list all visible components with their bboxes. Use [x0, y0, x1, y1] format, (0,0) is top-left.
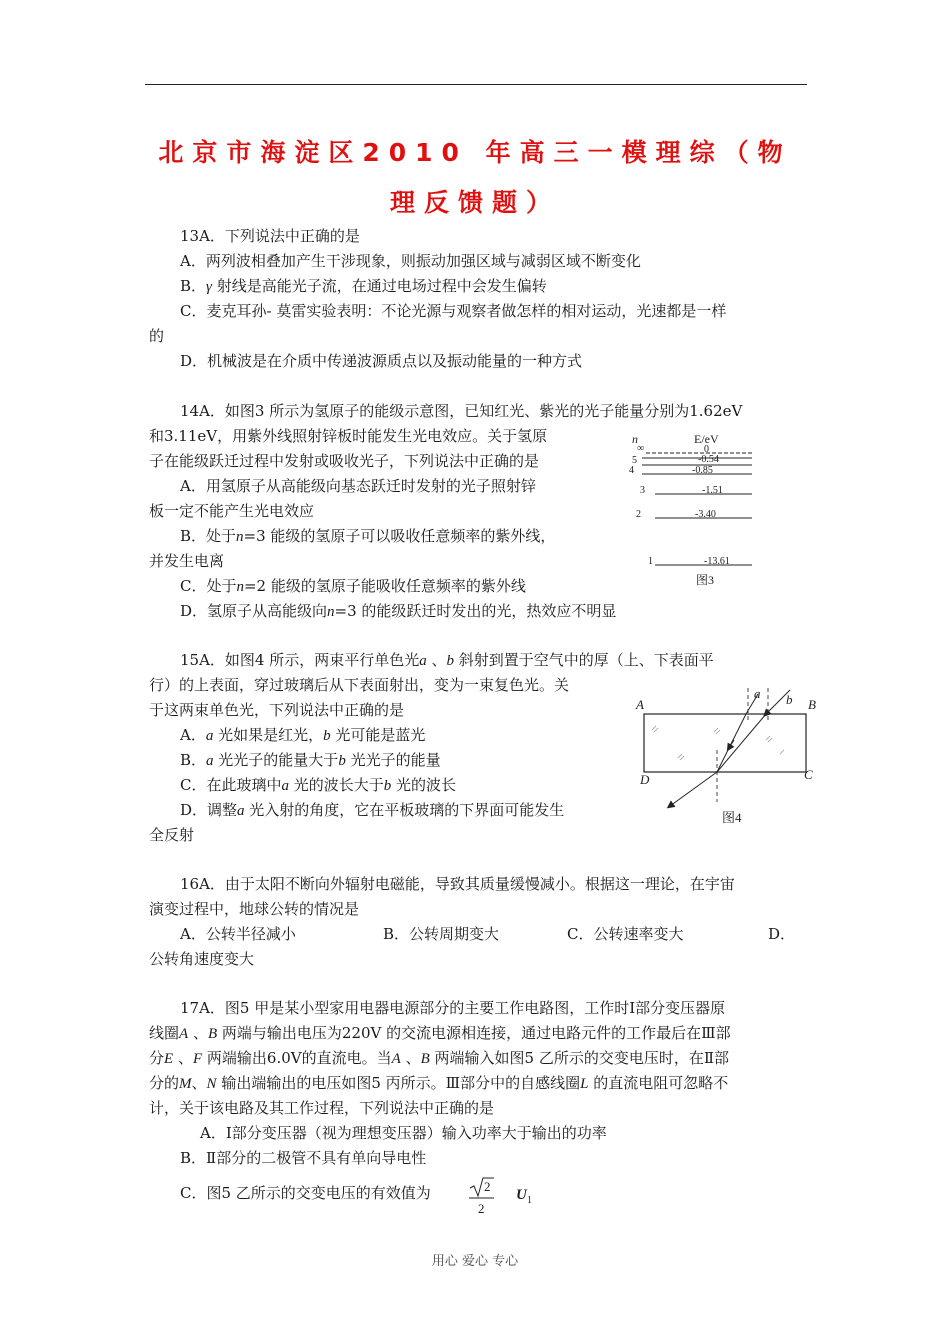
- q14-option-c: C．处于n=2 能级的氢原子能吸收任意频率的紫外线: [180, 577, 526, 595]
- ray-exit: [670, 772, 717, 806]
- level-1-n: 1: [648, 556, 653, 567]
- label-B: B: [808, 697, 816, 712]
- sqrt-radicand: 2: [484, 1179, 491, 1194]
- level-2-e: -3.40: [695, 509, 716, 520]
- q14-option-a: A．用氢原子从高能级向基态跃迁时发射的光子照射锌: [180, 477, 536, 495]
- q16-option-d: D．: [768, 925, 796, 943]
- q16-stem-1: 16A．由于太阳不断向外辐射电磁能，导致其质量缓慢减小。根据这一理论，在宇宙: [180, 875, 735, 893]
- sqrt2-over-2-formula: [466, 1174, 546, 1220]
- q15-stem-1: 15A．如图4 所示，两束平行单色光a 、b 斜射到置于空气中的厚（上、下表面平: [180, 651, 714, 669]
- level-inf-n: ∞: [637, 443, 645, 454]
- level-3-e: -1.51: [702, 485, 723, 496]
- q15-option-d: D．调整a 光入射的角度，它在平板玻璃的下界面可能发生: [180, 801, 565, 819]
- q17-stem-5: 计，关于该电路及其工作过程，下列说法中正确的是: [149, 1099, 495, 1117]
- q13-option-d: D．机械波是在介质中传递波源质点以及振动能量的一种方式: [180, 352, 583, 370]
- page-title-line2: 理反馈题）: [389, 188, 560, 217]
- level-5-e: -0.54: [698, 454, 719, 465]
- q13-stem: 13A．下列说法中正确的是: [180, 227, 360, 245]
- label-b: b: [786, 692, 793, 707]
- q17-stem-1: 17A．图5 甲是某小型家用电器电源部分的主要工作电路图，工作时Ⅰ部分变压器原: [180, 999, 726, 1017]
- label-A: A: [636, 697, 644, 712]
- q17-option-a: A．Ⅰ部分变压器（视为理想变压器）输入功率大于输出的功率: [200, 1124, 607, 1142]
- n-axis-label: n: [632, 432, 638, 446]
- q16-option-c: C．公转速率变大: [567, 925, 684, 943]
- q14-option-b: B．处于n=3 能级的氢原子可以吸收任意频率的紫外线，: [180, 527, 556, 545]
- level-1-e: -13.61: [704, 556, 730, 567]
- q17-stem-2: 线圈A 、B 两端与输出电压为220V 的交流电源相连接，通过电路元件的工作最后在Ⅲ部: [149, 1024, 731, 1042]
- label-C: C: [804, 767, 813, 782]
- q14-stem-2: 和3.11eV，用紫外线照射锌板时能发生光电效应。关于氢原: [149, 427, 548, 445]
- figure-3-caption: 图3: [696, 573, 715, 587]
- level-3-n: 3: [640, 485, 645, 496]
- glass-slab-diagram: [630, 682, 830, 832]
- level-4-e: -0.85: [692, 465, 713, 476]
- q15-option-a: A．a 光如果是红光，b 光可能是蓝光: [180, 726, 426, 744]
- q15-stem-2: 行）的上表面，穿过玻璃后从下表面射出，变为一束复色光。关: [149, 676, 570, 694]
- q17-option-c: C．图5 乙所示的交变电压的有效值为: [180, 1184, 431, 1202]
- fraction-denominator: 2: [478, 1201, 485, 1216]
- q14-option-d: D．氢原子从高能级向n=3 的能级跃迁时发出的光，热效应不明显: [180, 602, 617, 620]
- q16-stem-2: 演变过程中，地球公转的情况是: [149, 900, 360, 918]
- page-title: 北京市海淀区2010 年高三一模理综（物: [158, 138, 792, 167]
- label-D: D: [640, 772, 650, 787]
- page-footer: 用心 爱心 专心: [431, 1254, 519, 1269]
- voltage-symbol: U: [516, 1187, 527, 1203]
- q15-option-b: B．a 光光子的能量大于b 光光子的能量: [180, 751, 441, 769]
- q16-option-a: A．公转半径减小: [180, 925, 296, 943]
- level-4-n: 4: [629, 465, 634, 476]
- level-5-n: 5: [632, 455, 637, 466]
- q16-option-b: B．公转周期变大: [383, 925, 500, 943]
- energy-level-diagram: [610, 425, 780, 595]
- q15-stem-3: 于这两束单色光，下列说法中正确的是: [149, 701, 405, 719]
- q13-option-a: A．两列波相叠加产生干涉现象，则振动加强区域与减弱区域不断变化: [180, 252, 641, 270]
- glass-hatch: [652, 726, 784, 760]
- energy-axis-label: E/eV: [694, 432, 719, 446]
- q17-stem-3: 分E 、F 两端输出6.0V的直流电。当A 、B 两端输入如图5 乙所示的交变电压时，在Ⅱ部: [149, 1049, 730, 1067]
- figure-4-caption: 图4: [722, 810, 742, 825]
- label-a: a: [754, 686, 761, 701]
- ray-arrow: [729, 740, 734, 748]
- q13-option-b: B．γ 射线是高能光子流，在通过电场过程中会发生偏转: [180, 277, 547, 295]
- level-2-n: 2: [636, 509, 641, 520]
- voltage-subscript: 1: [527, 1195, 532, 1206]
- q13-option-c-cont: 的: [149, 327, 165, 345]
- q17-stem-4: 分的M、N 输出端输出的电压如图5 丙所示。Ⅲ部分中的自感线圈L 的直流电阻可忽略不: [149, 1074, 729, 1092]
- q14-option-a-cont: 板一定不能产生光电效应: [149, 502, 315, 520]
- q15-option-c: C．在此玻璃中a 光的波长大于b 光的波长: [180, 776, 457, 794]
- q14-option-b-cont: 并发生电离: [149, 552, 225, 570]
- level-inf-e: 0: [704, 444, 709, 455]
- q14-stem-3: 子在能级跃迁过程中发射或吸收光子，下列说法中正确的是: [149, 452, 540, 470]
- q17-option-b: B．Ⅱ部分的二极管不具有单向导电性: [180, 1149, 427, 1167]
- q16-option-d-cont: 公转角速度变大: [149, 950, 255, 968]
- q13-option-c: C．麦克耳孙- 莫雷实验表明：不论光源与观察者做怎样的相对运动，光速都是一样: [180, 302, 727, 320]
- q14-stem-1: 14A．如图3 所示为氢原子的能级示意图，已知红光、紫光的光子能量分别为1.62eV: [180, 402, 743, 420]
- top-rule: [145, 84, 807, 85]
- q15-option-d-cont: 全反射: [149, 826, 195, 844]
